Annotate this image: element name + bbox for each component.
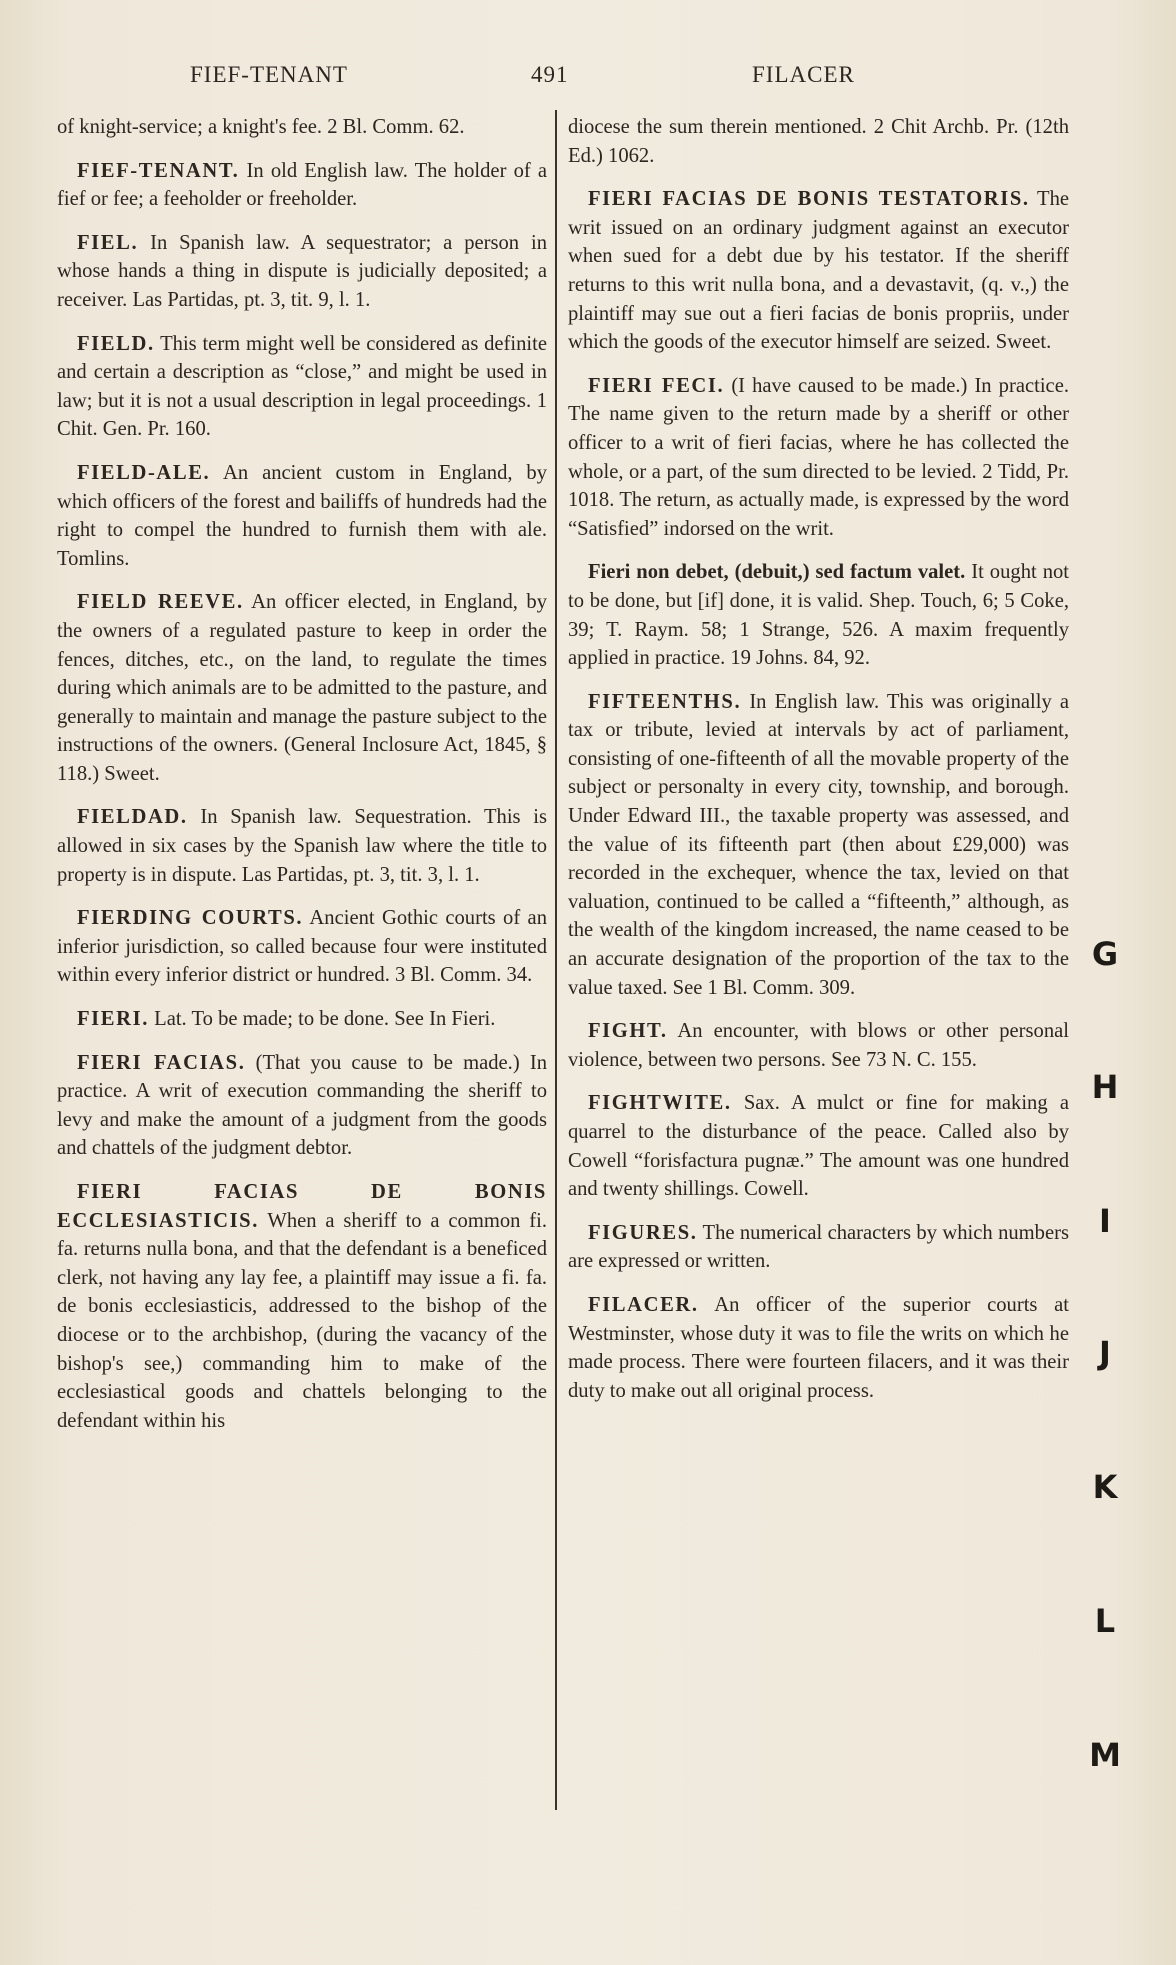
entry-text: (That you cause to be made.) In practice. A writ of execution commanding the sheriff to levy and make the amount of a judgment from the goods and chattels of the judgment debtor. (57, 1051, 547, 1160)
entry-headword: FIELD. (77, 332, 155, 355)
right-column (568, 113, 1069, 1420)
thumb-index-letter[interactable]: I (1099, 1202, 1111, 1240)
entry (568, 1089, 1069, 1203)
entry (57, 1005, 547, 1034)
column-divider (555, 110, 557, 1810)
entry-text: In old English law. The holder of a fief or fee; a feeholder or freeholder. (57, 159, 547, 211)
entry-text: In English law. This was originally a tax or tribute, levied at intervals by act of parliament, consisting of one-fifteenth of all the movable property of the subject or personalty in every city, township, and borough. Under Edward III., the taxable property was assessed, and the value of its fifteenth part (then about £29,000) was recorded in the exchequer, whence the tax, levied on that valuation, continued to be called a “fifteenth,” although, as the wealth of the kingdom increased, the name ceased to be an accurate designation of the proportion of the tax to the value taxed. See 1 Bl. Comm. 309. (568, 690, 1069, 999)
entry-text: Lat. To be made; to be done. See In Fieri. (148, 1008, 496, 1031)
thumb-index-letter[interactable]: L (1094, 1602, 1116, 1640)
running-header (0, 62, 1176, 94)
entry-headword: FIELDAD. (77, 806, 188, 829)
entry-text: This term might well be considered as definite and certain a description as “close,” and might be used in law; but it is not a usual description in legal proceedings. 1 Chit. Gen. Pr. 160. (57, 332, 547, 441)
thumb-index-letter[interactable]: G (1091, 935, 1119, 973)
left-column (57, 113, 547, 1450)
entry-headword: FIGURES. (588, 1221, 698, 1244)
entry-headword: FIERI. (77, 1008, 149, 1031)
entry-headword: FIEF-TENANT. (77, 159, 240, 182)
entry-text: The writ issued on an ordinary judgment against an executor when sued for a debt due by his testator. If the sheriff returns to this writ nulla bona, and a devastavit, (q. v.,) the plaintiff may sue out a fieri facias de bonis propriis, under which the goods of the executor himself are seized. Sweet. (568, 188, 1070, 354)
entry-text: Ancient Gothic courts of an inferior jurisdiction, so called because four were instituted within every inferior district or hundred. 3 Bl. Comm. 34. (57, 907, 547, 987)
entry (57, 588, 547, 788)
entry (57, 157, 547, 214)
entry (57, 1049, 547, 1163)
entry-headword: FIGHT. (588, 1020, 668, 1043)
entry-text: An ancient custom in England, by which officers of the forest and bailiffs of hundreds had the right to compel the hundred to furnish them with ale. Tomlins. (57, 461, 547, 570)
entry-headword: FIEL. (77, 231, 139, 254)
entry-headword: FIERI FACIAS. (77, 1051, 246, 1074)
entry-text: (I have caused to be made.) In practice. The name given to the return made by a sheriff or other officer to a writ of fieri facias, where he has collected the whole, or a part, of the sum directed to be levied. 2 Tidd, Pr. 1018. The return, as actually made, is expressed by the word “Satisfied” indorsed on the writ. (568, 374, 1069, 540)
entry-text: Sax. A mulct or fine for making a quarrel to the disturbance of the peace. Called also by Cowell “forisfactura pugnæ.” The amount was one hundred and twenty shillings. Cowell. (568, 1092, 1069, 1201)
entry (57, 229, 547, 315)
entry-headword: FIERI FECI. (588, 374, 725, 397)
entry-text: In Spanish law. A sequestrator; a person in whose hands a thing in dispute is judicially deposited; a receiver. Las Partidas, pt. 3, tit. 9, l. 1. (57, 231, 547, 311)
entry-text: An officer of the superior courts at Westminster, whose duty it was to file the writs on which he made process. There were fourteen filacers, and it was their duty to make out all original process. (568, 1293, 1069, 1402)
entry-text: diocese the sum therein mentioned. 2 Chit Archb. Pr. (12th Ed.) 1062. (568, 116, 1069, 167)
entry (57, 803, 547, 889)
thumb-index-letter[interactable]: H (1091, 1068, 1119, 1106)
entry (57, 330, 547, 444)
entry-headword: FIERDING COURTS. (77, 907, 304, 930)
entry (568, 1219, 1069, 1276)
page-number: 491 (531, 62, 569, 87)
entry-headword: FIFTEENTHS. (588, 690, 742, 713)
entry (568, 558, 1069, 672)
entry-headword: FIGHTWITE. (588, 1092, 732, 1115)
entry (57, 459, 547, 573)
entry-headword: Fieri non debet, (debuit,) sed factum valet. (588, 561, 966, 584)
thumb-index-letter[interactable]: K (1092, 1468, 1118, 1506)
entry-text: The numerical characters by which numbers are expressed or written. (568, 1221, 1069, 1273)
header-right-guide-word: FILACER (752, 62, 855, 87)
entry-headword: FIERI FACIAS DE BONIS ECCLESIASTICIS. (57, 1181, 547, 1232)
thumb-index (1085, 0, 1145, 1965)
entry (568, 688, 1069, 1003)
entry (57, 113, 547, 142)
entry-headword: FILACER. (588, 1293, 699, 1316)
entry-headword: FIERI FACIAS DE BONIS TESTATORIS. (588, 188, 1030, 211)
entry (568, 185, 1069, 357)
thumb-index-letter[interactable]: M (1089, 1736, 1121, 1774)
thumb-index-letter[interactable]: J (1099, 1334, 1111, 1372)
entry-text: It ought not to be done, but [if] done, it is valid. Shep. Touch, 6; 5 Coke, 39; T. Raym. 58; 1 Strange, 526. A maxim frequently applied in practice. 19 Johns. 84, 92. (568, 561, 1070, 670)
entry (568, 372, 1069, 544)
entry (568, 113, 1069, 170)
entry-text: of knight-service; a knight's fee. 2 Bl. Comm. 62. (57, 116, 465, 138)
entry-text: In Spanish law. Sequestration. This is allowed in six cases by the Spanish law where the title to property is in dispute. Las Partidas, pt. 3, tit. 3, l. 1. (57, 806, 547, 886)
entry-headword: FIELD-ALE. (77, 461, 211, 484)
entry-text: An officer elected, in England, by the owners of a regulated pasture to keep in order the fences, ditches, etc., on the land, to regulate the times during which animals are to be admitted to the pasture, and generally to maintain and manage the pasture subject to the instructions of the owners. (General Inclosure Act, 1845, § 118.) Sweet. (57, 591, 548, 785)
entry-headword: FIELD REEVE. (77, 591, 244, 614)
header-left-guide-word: FIEF-TENANT (190, 62, 348, 87)
entry-text: An encounter, with blows or other personal violence, between two persons. See 73 N. C. 155. (568, 1020, 1069, 1071)
entry (57, 904, 547, 990)
entry (568, 1291, 1069, 1405)
entry-text: When a sheriff to a common fi. fa. returns nulla bona, and that the defendant is a beneficed clerk, not having any lay fee, a plaintiff may issue a fi. fa. de bonis ecclesiasticis, addressed to the bishop of the diocese or to the archbishop, (during the vacancy of the bishop's see,) commanding him to make of the ecclesiastical goods and chattels belonging to the defendant within his (57, 1209, 547, 1432)
entry (57, 1178, 547, 1435)
entry (568, 1017, 1069, 1074)
